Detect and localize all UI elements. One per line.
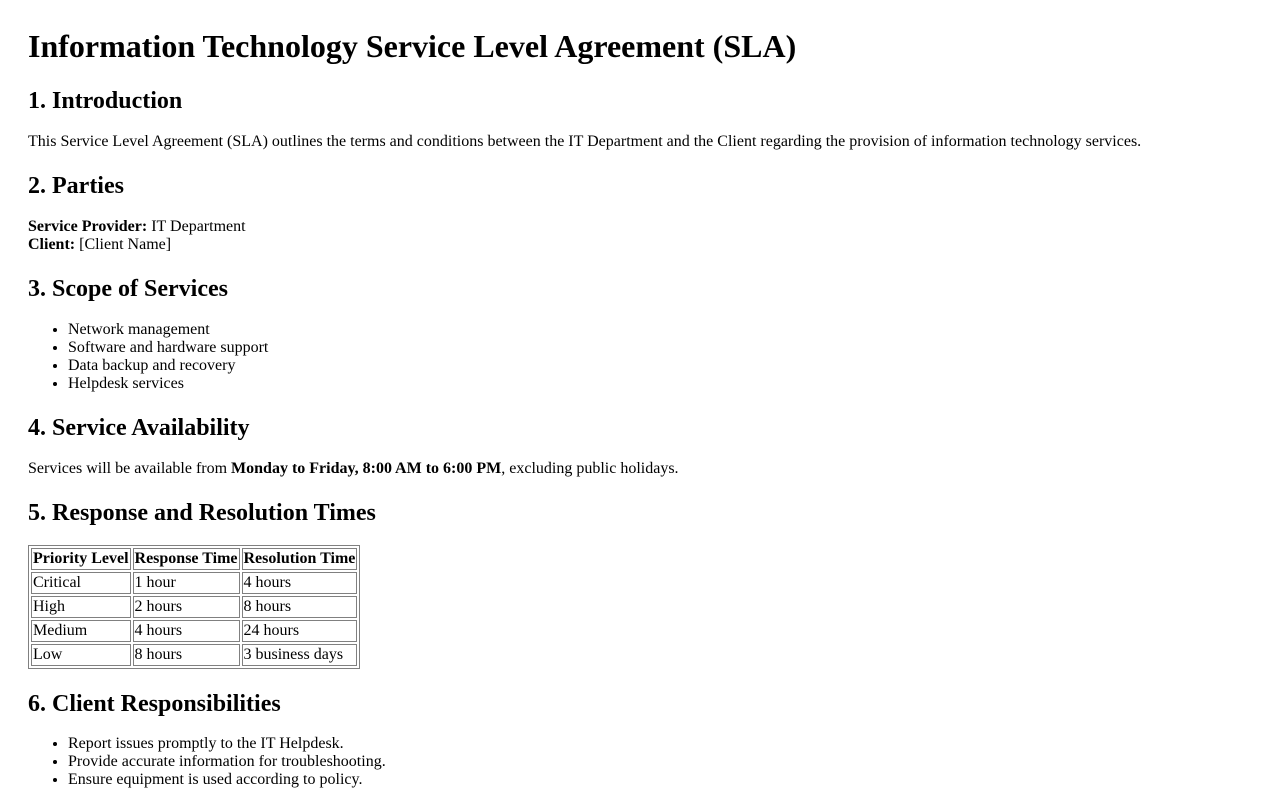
- list-item: • Ensure equipment is used according to policy.: [68, 771, 386, 789]
- section-heading-availability: 4. Service Availability: [28, 415, 250, 441]
- response-times-table: [28, 545, 360, 669]
- parties-block: [28, 218, 246, 254]
- table-cell: 1 hour: [133, 572, 240, 594]
- table-row: [31, 596, 357, 618]
- table-cell: High: [31, 596, 131, 618]
- availability-text: [28, 460, 679, 478]
- section-heading-client-responsibilities: 6. Client Responsibilities: [28, 691, 281, 717]
- table-cell: Critical: [31, 572, 131, 594]
- availability-text-after: , excluding public holidays.: [501, 460, 679, 477]
- list-item: • Data backup and recovery: [68, 357, 268, 375]
- table-cell: 8 hours: [242, 596, 358, 618]
- document-title: Information Technology Service Level Agreement (SLA): [28, 28, 797, 64]
- client-responsibilities-list: [28, 735, 386, 789]
- list-item: • Provide accurate information for troubleshooting.: [68, 753, 386, 771]
- section-heading-scope: 3. Scope of Services: [28, 276, 228, 302]
- table-cell: 2 hours: [133, 596, 240, 618]
- table-cell: 4 hours: [242, 572, 358, 594]
- table-cell: 4 hours: [133, 620, 240, 642]
- table-row: [31, 644, 357, 666]
- table-cell: 24 hours: [242, 620, 358, 642]
- table-cell: Low: [31, 644, 131, 666]
- table-header-row: [31, 548, 357, 570]
- table-cell: 8 hours: [133, 644, 240, 666]
- service-provider-label: Service Provider:: [28, 218, 148, 235]
- column-header: Priority Level: [31, 548, 131, 570]
- client-label: Client:: [28, 236, 76, 253]
- column-header: Response Time: [133, 548, 240, 570]
- column-header: Resolution Time: [242, 548, 358, 570]
- section-heading-introduction: 1. Introduction: [28, 88, 183, 114]
- list-item: • Helpdesk services: [68, 375, 268, 393]
- introduction-text: This Service Level Agreement (SLA) outlines the terms and conditions between the IT Department and the Client regarding the provision of information technology services.: [28, 133, 1142, 150]
- availability-hours: Monday to Friday, 8:00 AM to 6:00 PM: [231, 460, 502, 477]
- list-item: • Software and hardware support: [68, 339, 268, 357]
- section-heading-response: 5. Response and Resolution Times: [28, 500, 376, 526]
- service-provider-value: IT Department: [147, 218, 246, 235]
- table-cell: Medium: [31, 620, 131, 642]
- section-heading-parties: 2. Parties: [28, 173, 124, 199]
- client-value: [Client Name]: [75, 236, 172, 253]
- scope-list: [28, 321, 268, 393]
- table-row: [31, 620, 357, 642]
- table-row: [31, 572, 357, 594]
- availability-text-before: Services will be available from: [28, 460, 232, 477]
- table-cell: 3 business days: [242, 644, 358, 666]
- list-item: • Report issues promptly to the IT Helpdesk.: [68, 735, 386, 753]
- list-item: • Network management: [68, 321, 268, 339]
